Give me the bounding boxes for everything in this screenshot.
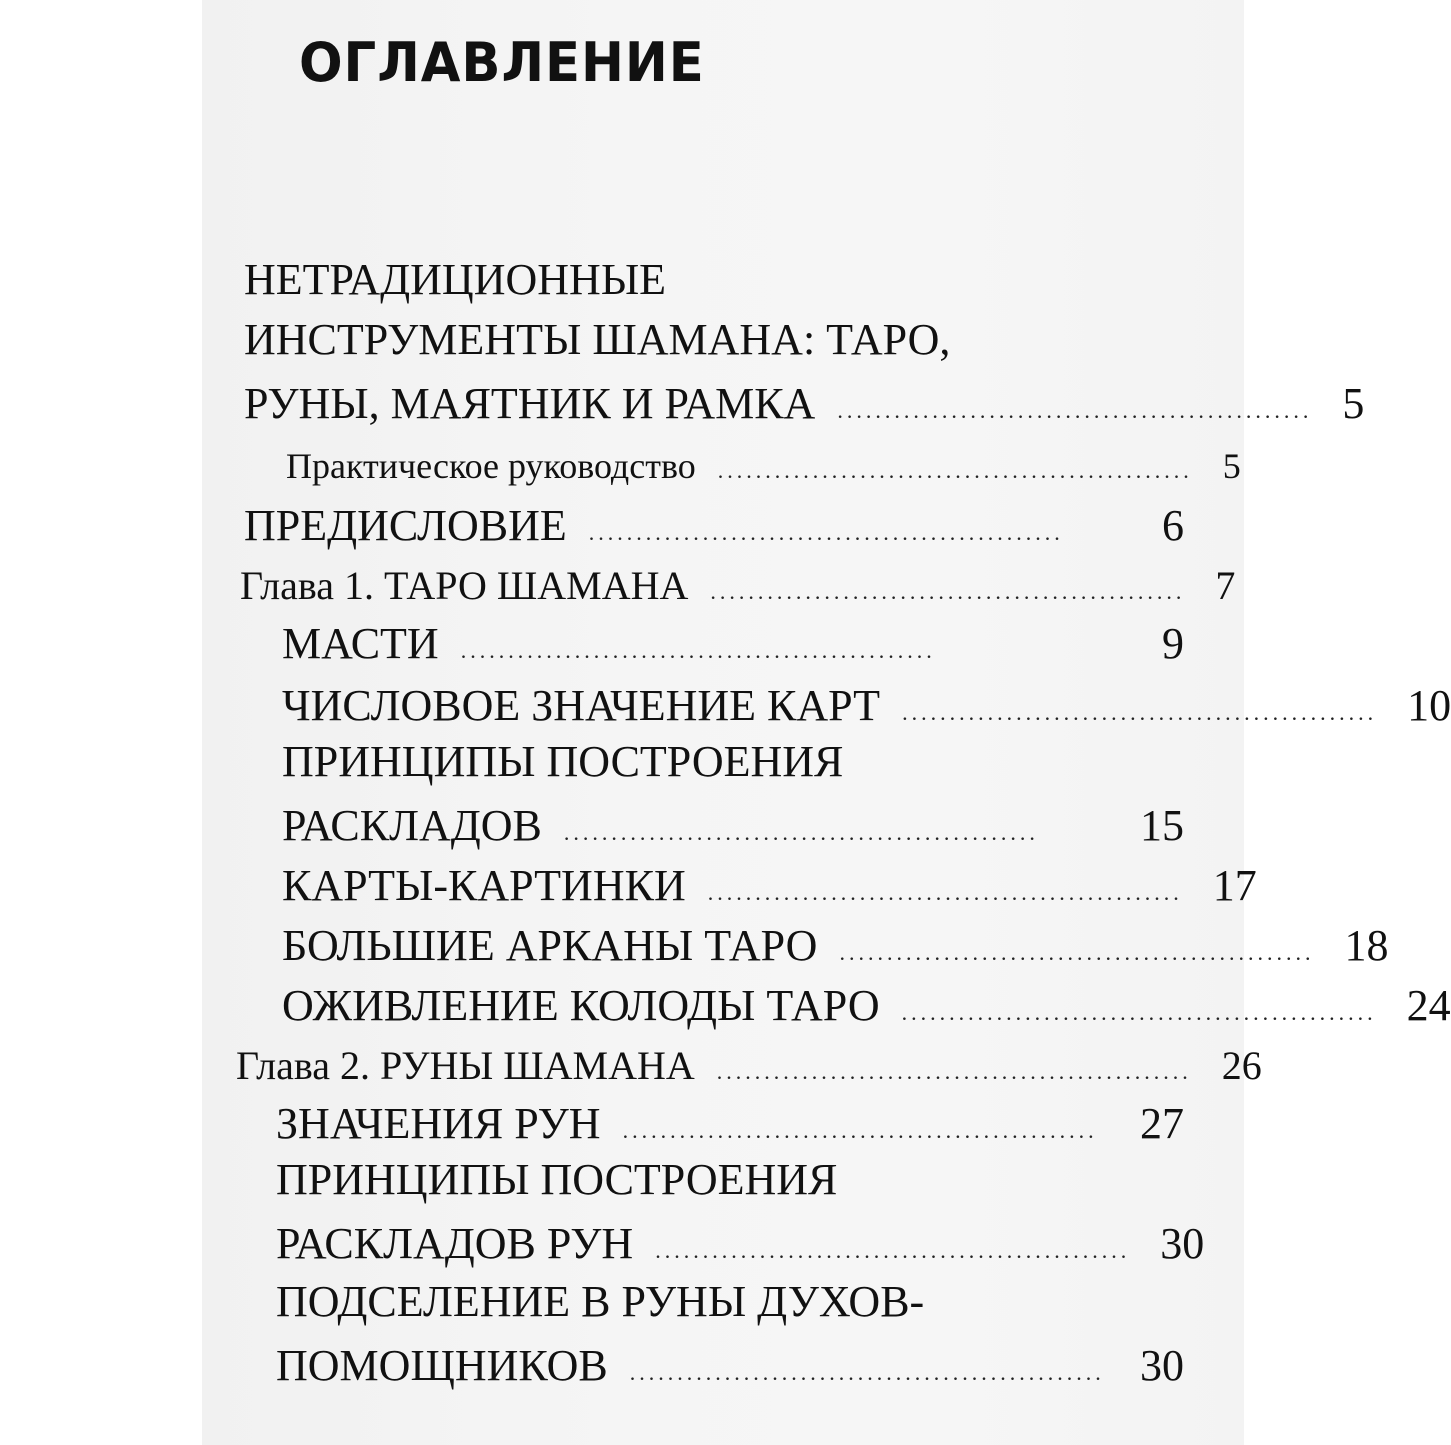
dot-leader: .................................................. <box>655 1238 1131 1263</box>
toc-entry-title: МАСТИ <box>282 619 439 668</box>
page-number: 30 <box>1160 1219 1205 1268</box>
dot-leader: .................................................. <box>588 520 1064 545</box>
toc-entry-title: БОЛЬШИЕ АРКАНЫ ТАРО <box>282 921 818 970</box>
book-page <box>202 0 1451 1445</box>
dot-leader: .................................................. <box>460 638 936 663</box>
dot-leader: .................................................. <box>839 940 1315 965</box>
toc-entry-title: ЗНАЧЕНИЯ РУН <box>276 1099 601 1148</box>
dot-leader: .................................................. <box>902 700 1378 725</box>
toc-entry-title: Глава 2. РУНЫ ШАМАНА <box>236 1043 695 1088</box>
toc-entry-title: РАСКЛАДОВ <box>282 801 542 850</box>
dot-leader: .................................................. <box>901 1000 1377 1025</box>
toc-entry-line: ИНСТРУМЕНТЫ ШАМАНА: ТАРО, <box>244 315 951 364</box>
toc-entry-title: ПОМОЩНИКОВ <box>276 1341 608 1390</box>
toc-title: ОГЛАВЛЕНИЕ <box>299 31 705 94</box>
toc-entry-title: ОЖИВЛЕНИЕ КОЛОДЫ ТАРО <box>282 981 880 1030</box>
page-number: 30 <box>1140 1341 1184 1390</box>
toc-entry-title: КАРТЫ-КАРТИНКИ <box>282 861 686 910</box>
page-number: 6 <box>1162 501 1184 550</box>
toc-entry-line: НЕТРАДИЦИОННЫЕ <box>244 255 667 304</box>
toc-entry-title: ПРЕДИСЛОВИЕ <box>244 501 567 550</box>
page-number: 18 <box>1344 921 1389 970</box>
page-number: 10 <box>1407 681 1451 730</box>
dot-leader: .................................................. <box>563 820 1039 845</box>
dot-leader: .................................................. <box>622 1118 1098 1143</box>
page-number: 15 <box>1140 801 1184 850</box>
dot-leader: .................................................. <box>717 458 1193 483</box>
page-number: 5 <box>1342 379 1365 428</box>
page-number: 27 <box>1140 1099 1184 1148</box>
toc-entry-line: ПРИНЦИПЫ ПОСТРОЕНИЯ <box>282 737 844 786</box>
dot-leader: .................................................. <box>716 1059 1192 1084</box>
dot-leader: .................................................. <box>837 398 1313 423</box>
toc-entry-line: ПРИНЦИПЫ ПОСТРОЕНИЯ <box>276 1155 838 1204</box>
toc-entry-title: Практическое руководство <box>286 446 696 486</box>
dot-leader: .................................................. <box>707 880 1183 905</box>
page-number: 7 <box>1215 563 1236 608</box>
toc-entry-title: РУНЫ, МАЯТНИК И РАМКА <box>244 379 816 428</box>
toc-entry-title: РАСКЛАДОВ РУН <box>276 1219 634 1268</box>
toc-entry-title: Глава 1. ТАРО ШАМАНА <box>240 563 689 608</box>
toc-entry-title: ЧИСЛОВОЕ ЗНАЧЕНИЕ КАРТ <box>282 681 881 730</box>
toc-entry-line: ПОДСЕЛЕНИЕ В РУНЫ ДУХОВ- <box>276 1277 925 1326</box>
page-number: 24 <box>1406 981 1451 1030</box>
page-number: 17 <box>1212 861 1257 910</box>
dot-leader: .................................................. <box>629 1360 1105 1385</box>
page-number: 5 <box>1222 446 1241 486</box>
dot-leader: .................................................. <box>710 579 1186 604</box>
page-number: 9 <box>1162 619 1184 668</box>
page-number: 26 <box>1221 1043 1262 1088</box>
